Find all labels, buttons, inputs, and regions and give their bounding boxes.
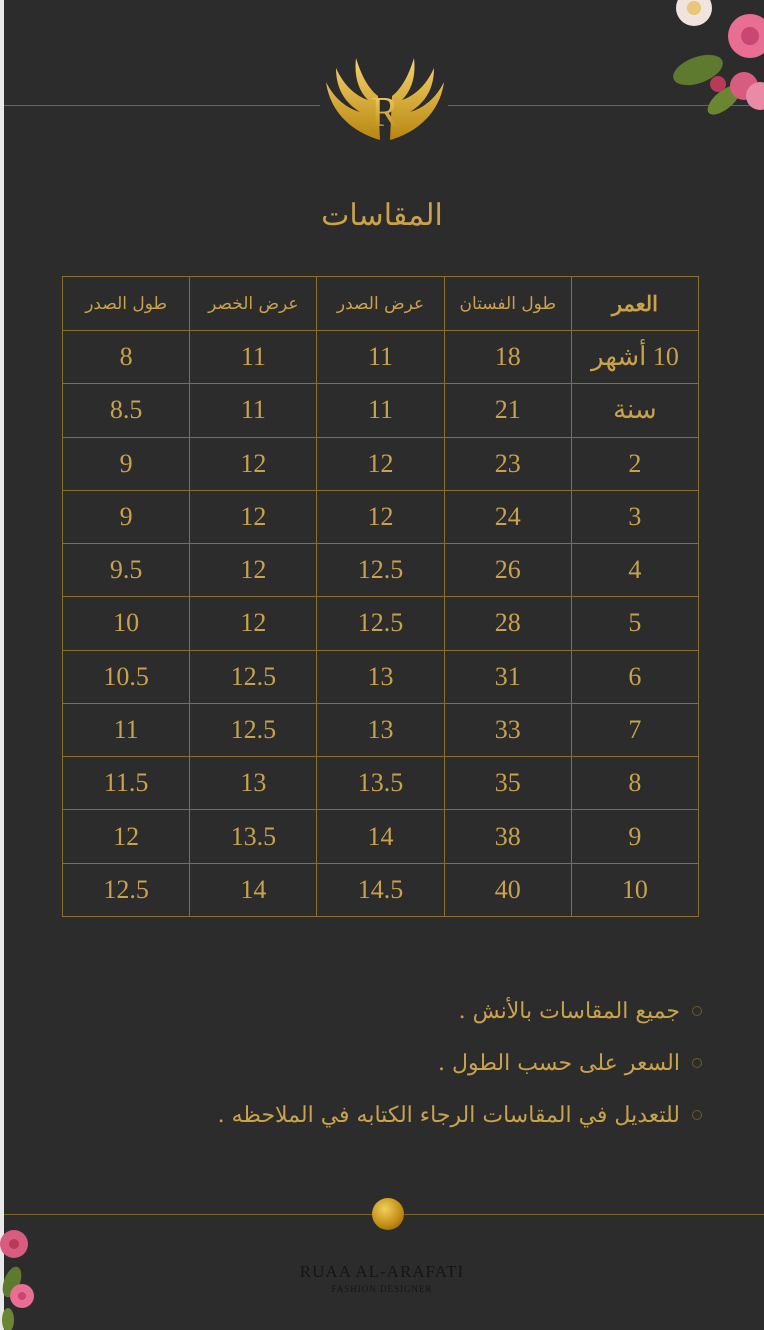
cell-chest-width: 12.5 — [317, 597, 444, 650]
table-row — [63, 863, 699, 916]
cell-age: سنة — [571, 384, 698, 437]
note-item — [218, 1037, 702, 1089]
cell-chest-length: 9.5 — [63, 544, 190, 597]
cell-waist-width: 13.5 — [190, 810, 317, 863]
table-row — [63, 757, 699, 810]
cell-waist-width: 12.5 — [190, 703, 317, 756]
table-row — [63, 597, 699, 650]
logo-letter: R — [370, 90, 400, 136]
cell-dress-length: 24 — [444, 490, 571, 543]
cell-chest-length: 12.5 — [63, 863, 190, 916]
header-chest-length: طول الصدر — [63, 277, 190, 331]
cell-dress-length: 26 — [444, 544, 571, 597]
gold-dot-icon — [372, 1198, 404, 1230]
header-waist-width: عرض الخصر — [190, 277, 317, 331]
cell-age: 10 — [571, 863, 698, 916]
cell-age: 4 — [571, 544, 698, 597]
note-text: السعر على حسب الطول . — [438, 1050, 680, 1076]
flowers-bottom-left-icon — [0, 1230, 44, 1330]
table-header-row — [63, 277, 699, 331]
cell-dress-length: 28 — [444, 597, 571, 650]
cell-chest-length: 12 — [63, 810, 190, 863]
cell-chest-width: 11 — [317, 331, 444, 384]
cell-dress-length: 31 — [444, 650, 571, 703]
table-row — [63, 703, 699, 756]
cell-age: 2 — [571, 437, 698, 490]
cell-waist-width: 12 — [190, 437, 317, 490]
brand-name: RUAA AL-ARAFATI — [299, 1262, 465, 1281]
cell-age: 8 — [571, 757, 698, 810]
table-row — [63, 490, 699, 543]
footer-divider-right — [404, 1214, 764, 1215]
table-row — [63, 544, 699, 597]
cell-chest-length: 8.5 — [63, 384, 190, 437]
cell-age: 7 — [571, 703, 698, 756]
cell-chest-width: 12 — [317, 437, 444, 490]
table-row — [63, 437, 699, 490]
cell-chest-length: 10.5 — [63, 650, 190, 703]
cell-chest-width: 12.5 — [317, 544, 444, 597]
table-row — [63, 384, 699, 437]
cell-chest-length: 11 — [63, 703, 190, 756]
cell-chest-length: 9 — [63, 437, 190, 490]
wings-logo-icon — [322, 52, 448, 148]
note-item — [218, 1089, 702, 1141]
note-text: جميع المقاسات بالأنش . — [458, 998, 680, 1024]
footer-divider-left — [4, 1214, 372, 1215]
cell-age: 9 — [571, 810, 698, 863]
table-row — [63, 810, 699, 863]
cell-dress-length: 23 — [444, 437, 571, 490]
cell-chest-width: 14 — [317, 810, 444, 863]
cell-dress-length: 35 — [444, 757, 571, 810]
page-title: المقاسات — [321, 198, 443, 233]
cell-chest-width: 13 — [317, 650, 444, 703]
brand-subtitle: FASHION DESIGNER — [331, 1284, 433, 1294]
bullet-circle-icon — [692, 1006, 702, 1016]
cell-dress-length: 18 — [444, 331, 571, 384]
cell-waist-width: 12 — [190, 544, 317, 597]
cell-age: 6 — [571, 650, 698, 703]
cell-waist-width: 12 — [190, 597, 317, 650]
bullet-circle-icon — [692, 1110, 702, 1120]
header-chest-width: عرض الصدر — [317, 277, 444, 331]
cell-dress-length: 38 — [444, 810, 571, 863]
note-text: للتعديل في المقاسات الرجاء الكتابه في الملاحظه . — [217, 1102, 680, 1128]
cell-waist-width: 14 — [190, 863, 317, 916]
header-divider-left — [4, 105, 320, 106]
cell-chest-width: 14.5 — [317, 863, 444, 916]
cell-dress-length: 40 — [444, 863, 571, 916]
cell-waist-width: 12 — [190, 490, 317, 543]
header-dress-length: طول الفستان — [444, 277, 571, 331]
cell-age: 3 — [571, 490, 698, 543]
flowers-top-right-icon — [664, 0, 764, 120]
table-row — [63, 331, 699, 384]
header-age: العمر — [571, 277, 698, 331]
cell-dress-length: 21 — [444, 384, 571, 437]
notes-list — [218, 985, 702, 1141]
cell-chest-width: 13 — [317, 703, 444, 756]
size-chart-table — [62, 276, 699, 917]
cell-chest-length: 8 — [63, 331, 190, 384]
bullet-circle-icon — [692, 1058, 702, 1068]
cell-chest-width: 13.5 — [317, 757, 444, 810]
cell-waist-width: 11 — [190, 331, 317, 384]
cell-chest-length: 11.5 — [63, 757, 190, 810]
cell-chest-width: 11 — [317, 384, 444, 437]
cell-chest-width: 12 — [317, 490, 444, 543]
cell-chest-length: 10 — [63, 597, 190, 650]
cell-waist-width: 12.5 — [190, 650, 317, 703]
cell-chest-length: 9 — [63, 490, 190, 543]
cell-age: 10 أشهر — [571, 331, 698, 384]
cell-age: 5 — [571, 597, 698, 650]
table-row — [63, 650, 699, 703]
cell-waist-width: 13 — [190, 757, 317, 810]
note-item — [218, 985, 702, 1037]
cell-dress-length: 33 — [444, 703, 571, 756]
cell-waist-width: 11 — [190, 384, 317, 437]
